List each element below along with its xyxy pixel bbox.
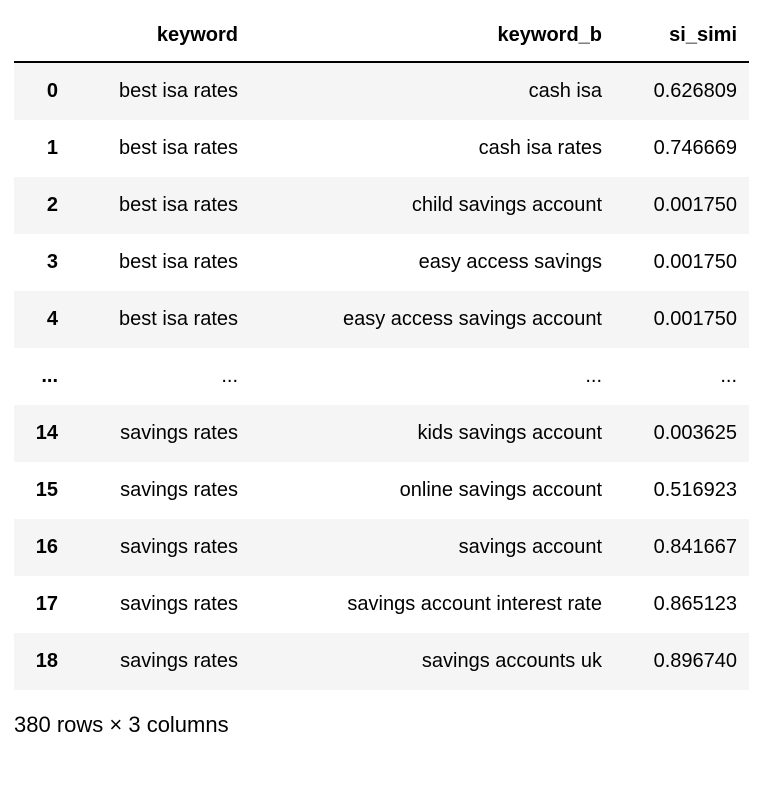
- cell-keyword_b: ...: [585, 365, 602, 387]
- table-row: [14, 177, 749, 234]
- cell-si_simi: 0.003625: [653, 422, 737, 444]
- column-header-keyword-b: keyword_b: [250, 10, 614, 62]
- row-index: 16: [35, 536, 58, 558]
- cell-keyword_b: kids savings account: [417, 422, 602, 444]
- cell-keyword_b: savings accounts uk: [421, 650, 602, 672]
- cell-si_simi: ...: [720, 365, 737, 387]
- column-header-keyword: keyword: [70, 10, 250, 62]
- cell-keyword_b: easy access savings: [418, 251, 602, 273]
- cell-keyword_b: cash isa: [528, 80, 602, 102]
- header-row: [14, 10, 749, 62]
- cell-si_simi: 0.746669: [653, 137, 737, 159]
- cell-keyword: best isa rates: [119, 194, 238, 216]
- cell-si_simi: 0.001750: [653, 194, 737, 216]
- cell-si_simi: 0.626809: [653, 80, 737, 102]
- cell-keyword_b: savings account: [458, 536, 602, 558]
- table-row: [14, 519, 749, 576]
- cell-si_simi: 0.896740: [653, 650, 737, 672]
- table-body: [14, 62, 749, 690]
- cell-si_simi: 0.841667: [653, 536, 737, 558]
- cell-keyword: ...: [221, 365, 238, 387]
- dataframe-table: [14, 10, 749, 690]
- table-row: [14, 234, 749, 291]
- cell-keyword: savings rates: [120, 536, 238, 558]
- row-index: 14: [35, 422, 58, 444]
- table-row: [14, 291, 749, 348]
- row-index: 18: [35, 650, 58, 672]
- cell-keyword: best isa rates: [119, 251, 238, 273]
- cell-keyword: best isa rates: [119, 80, 238, 102]
- cell-keyword: best isa rates: [119, 308, 238, 330]
- cell-si_simi: 0.516923: [653, 479, 737, 501]
- row-index: 2: [46, 194, 58, 216]
- cell-keyword_b: online savings account: [399, 479, 602, 501]
- cell-keyword: best isa rates: [119, 137, 238, 159]
- row-index: 0: [46, 80, 58, 102]
- row-index: 15: [35, 479, 58, 501]
- table-header: [14, 10, 749, 62]
- table-row: [14, 633, 749, 690]
- column-header-si-simi: si_simi: [614, 10, 749, 62]
- truncation-row: [14, 348, 749, 405]
- table-dimensions-label: 380 rows × 3 columns: [14, 712, 229, 737]
- cell-keyword_b: cash isa rates: [478, 137, 602, 159]
- table-row: [14, 405, 749, 462]
- table-row: [14, 576, 749, 633]
- cell-keyword: savings rates: [120, 650, 238, 672]
- cell-keyword: savings rates: [120, 593, 238, 615]
- row-index: 4: [46, 308, 58, 330]
- index-column-header: [14, 10, 70, 62]
- table-row: [14, 62, 749, 120]
- cell-si_simi: 0.001750: [653, 251, 737, 273]
- cell-si_simi: 0.865123: [653, 593, 737, 615]
- table-row: [14, 120, 749, 177]
- row-index: 3: [46, 251, 58, 273]
- cell-keyword: savings rates: [120, 422, 238, 444]
- cell-keyword_b: child savings account: [411, 194, 602, 216]
- cell-keyword_b: savings account interest rate: [347, 593, 602, 615]
- row-index: 17: [35, 593, 58, 615]
- row-index: ...: [41, 365, 58, 387]
- cell-keyword: savings rates: [120, 479, 238, 501]
- cell-keyword_b: easy access savings account: [342, 308, 602, 330]
- cell-si_simi: 0.001750: [653, 308, 737, 330]
- row-index: 1: [46, 137, 58, 159]
- table-row: [14, 462, 749, 519]
